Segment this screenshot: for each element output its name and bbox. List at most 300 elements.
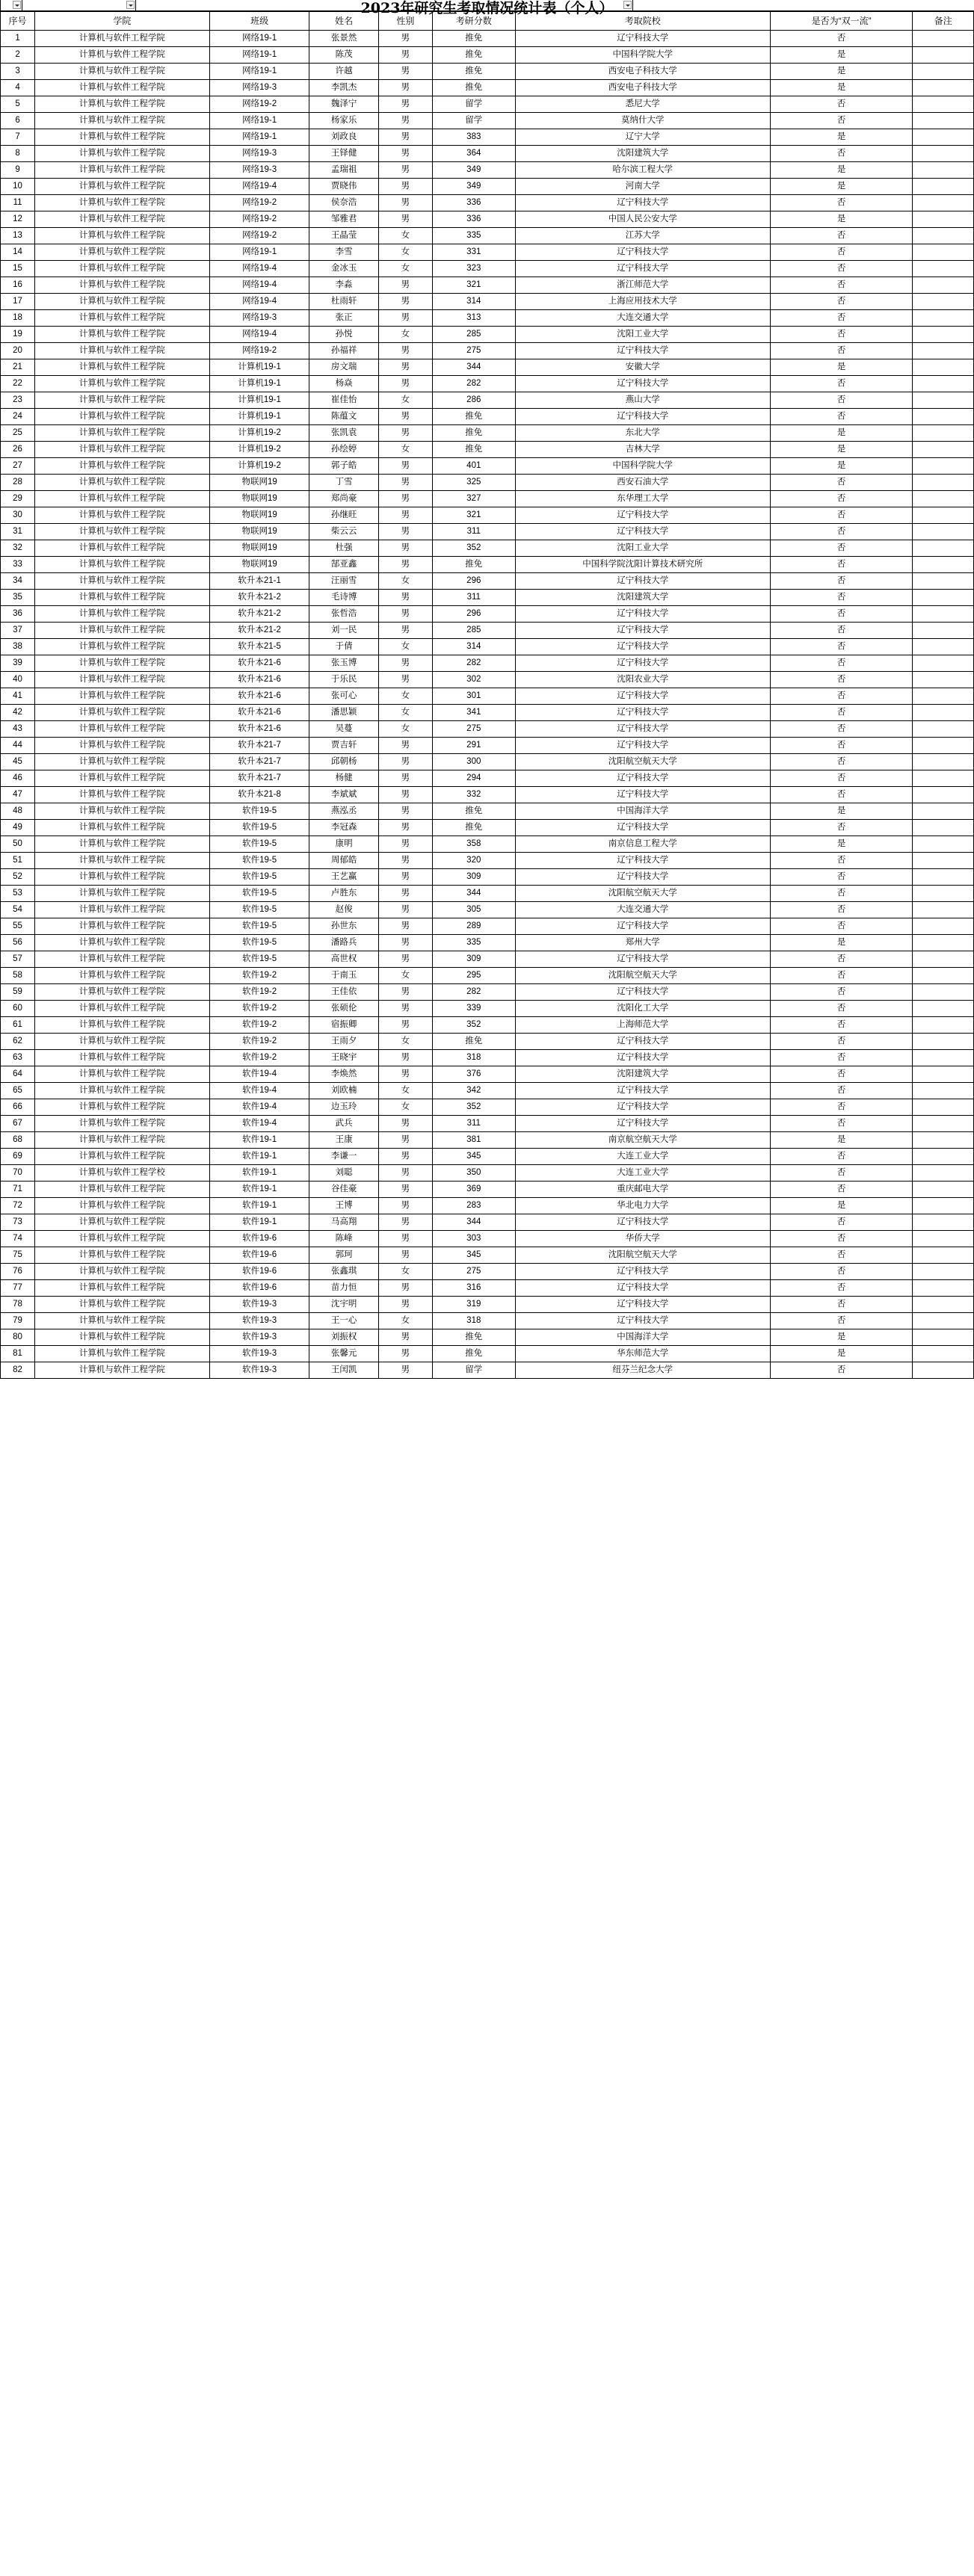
cell-class: 软件19-3 [209, 1313, 309, 1329]
cell-gender: 女 [378, 968, 432, 984]
cell-remark [913, 1329, 974, 1346]
cell-school: 华北电力大学 [515, 1198, 770, 1214]
table-row[interactable] [1, 820, 974, 836]
table-row[interactable] [1, 96, 974, 113]
cell-remark [913, 869, 974, 886]
table-row[interactable] [1, 1231, 974, 1247]
cell-index: 74 [1, 1231, 35, 1247]
cell-score: 推免 [432, 1346, 515, 1362]
cell-school: 东北大学 [515, 425, 770, 442]
cell-remark [913, 442, 974, 458]
cell-double-first-class: 否 [770, 524, 913, 540]
table-row[interactable] [1, 869, 974, 886]
cell-gender: 男 [378, 1001, 432, 1017]
cell-score: 推免 [432, 47, 515, 64]
table-row[interactable] [1, 64, 974, 80]
table-row[interactable] [1, 623, 974, 639]
cell-name: 于乐民 [309, 672, 378, 688]
cell-double-first-class: 否 [770, 787, 913, 803]
cell-name: 邹雅君 [309, 211, 378, 228]
chevron-down-icon[interactable] [126, 1, 135, 9]
table-row[interactable] [1, 1346, 974, 1362]
cell-remark [913, 359, 974, 376]
chevron-down-icon[interactable] [13, 1, 21, 9]
cell-score: 推免 [432, 31, 515, 47]
cell-remark [913, 1132, 974, 1149]
cell-index: 81 [1, 1346, 35, 1362]
cell-index: 41 [1, 688, 35, 705]
table-row[interactable] [1, 606, 974, 623]
cell-score: 321 [432, 507, 515, 524]
cell-school: 辽宁大学 [515, 129, 770, 146]
cell-college: 计算机与软件工程学院 [35, 902, 210, 918]
cell-remark [913, 1116, 974, 1132]
cell-class: 物联网19 [209, 475, 309, 491]
table-row[interactable] [1, 1001, 974, 1017]
cell-college: 计算机与软件工程学院 [35, 1099, 210, 1116]
cell-gender: 男 [378, 376, 432, 392]
cell-name: 毛诗博 [309, 590, 378, 606]
table-row[interactable] [1, 1297, 974, 1313]
cell-class: 网络19-3 [209, 310, 309, 327]
cell-double-first-class: 否 [770, 244, 913, 261]
table-row[interactable] [1, 590, 974, 606]
column-header-remark: 备注 [913, 12, 974, 31]
cell-remark [913, 80, 974, 96]
cell-score: 296 [432, 606, 515, 623]
cell-index: 48 [1, 803, 35, 820]
cell-remark [913, 162, 974, 179]
cell-remark [913, 113, 974, 129]
cell-school: 大连工业大学 [515, 1165, 770, 1182]
table-row[interactable] [1, 228, 974, 244]
cell-name: 王佳依 [309, 984, 378, 1001]
cell-score: 401 [432, 458, 515, 475]
table-row[interactable] [1, 179, 974, 195]
cell-double-first-class: 否 [770, 623, 913, 639]
cell-double-first-class: 否 [770, 113, 913, 129]
cell-score: 推免 [432, 425, 515, 442]
cell-class: 软件19-1 [209, 1182, 309, 1198]
cell-gender: 男 [378, 672, 432, 688]
cell-class: 软升本21-6 [209, 672, 309, 688]
table-row[interactable] [1, 507, 974, 524]
cell-name: 王博 [309, 1198, 378, 1214]
table-row[interactable] [1, 146, 974, 162]
cell-school: 河南大学 [515, 179, 770, 195]
cell-name: 郑尚豪 [309, 491, 378, 507]
cell-index: 8 [1, 146, 35, 162]
cell-index: 38 [1, 639, 35, 655]
cell-remark [913, 721, 974, 738]
table-row[interactable] [1, 836, 974, 853]
cell-school: 辽宁科技大学 [515, 606, 770, 623]
table-row[interactable] [1, 261, 974, 277]
admission-table [0, 11, 974, 1379]
table-row[interactable] [1, 639, 974, 655]
table-row[interactable] [1, 1198, 974, 1214]
cell-school: 辽宁科技大学 [515, 853, 770, 869]
table-row[interactable] [1, 1116, 974, 1132]
cell-name: 孙福祥 [309, 343, 378, 359]
table-row[interactable] [1, 442, 974, 458]
cell-school: 辽宁科技大学 [515, 1280, 770, 1297]
cell-name: 王雨夕 [309, 1034, 378, 1050]
table-row[interactable] [1, 1149, 974, 1165]
cell-name: 郜亚鑫 [309, 557, 378, 573]
cell-gender: 男 [378, 64, 432, 80]
table-row[interactable] [1, 277, 974, 294]
cell-score: 350 [432, 1165, 515, 1182]
cell-college: 计算机与软件工程学院 [35, 820, 210, 836]
filter-bar [0, 0, 974, 11]
cell-double-first-class: 是 [770, 162, 913, 179]
cell-college: 计算机与软件工程学院 [35, 886, 210, 902]
table-row[interactable] [1, 886, 974, 902]
cell-gender: 女 [378, 688, 432, 705]
cell-remark [913, 787, 974, 803]
table-row[interactable] [1, 475, 974, 491]
cell-remark [913, 738, 974, 754]
cell-school: 辽宁科技大学 [515, 244, 770, 261]
cell-index: 80 [1, 1329, 35, 1346]
table-row[interactable] [1, 672, 974, 688]
cell-score: 推免 [432, 409, 515, 425]
cell-name: 张硕伦 [309, 1001, 378, 1017]
table-row[interactable] [1, 113, 974, 129]
cell-remark [913, 573, 974, 590]
table-row[interactable] [1, 129, 974, 146]
cell-school: 沈阳化工大学 [515, 1001, 770, 1017]
cell-remark [913, 491, 974, 507]
cell-index: 18 [1, 310, 35, 327]
table-row[interactable] [1, 359, 974, 376]
cell-name: 丁雪 [309, 475, 378, 491]
table-row[interactable] [1, 425, 974, 442]
cell-double-first-class: 是 [770, 935, 913, 951]
table-row[interactable] [1, 918, 974, 935]
cell-name: 孙绘婷 [309, 442, 378, 458]
cell-double-first-class: 是 [770, 458, 913, 475]
table-row[interactable] [1, 1313, 974, 1329]
cell-score: 383 [432, 129, 515, 146]
cell-gender: 女 [378, 392, 432, 409]
cell-college: 计算机与软件工程学院 [35, 1362, 210, 1379]
cell-double-first-class: 否 [770, 902, 913, 918]
cell-class: 软件19-5 [209, 836, 309, 853]
table-row[interactable] [1, 458, 974, 475]
cell-college: 计算机与软件工程学院 [35, 458, 210, 475]
table-row[interactable] [1, 968, 974, 984]
cell-class: 计算机19-1 [209, 376, 309, 392]
cell-score: 推免 [432, 64, 515, 80]
cell-remark [913, 968, 974, 984]
filter-cell-1[interactable] [22, 0, 136, 10]
cell-index: 49 [1, 820, 35, 836]
table-row[interactable] [1, 376, 974, 392]
cell-class: 软升本21-1 [209, 573, 309, 590]
cell-gender: 女 [378, 705, 432, 721]
cell-double-first-class: 否 [770, 96, 913, 113]
cell-school: 沈阳工业大学 [515, 327, 770, 343]
cell-gender: 女 [378, 1313, 432, 1329]
cell-gender: 男 [378, 606, 432, 623]
cell-school: 燕山大学 [515, 392, 770, 409]
table-row[interactable] [1, 524, 974, 540]
table-row[interactable] [1, 162, 974, 179]
cell-name: 马高翔 [309, 1214, 378, 1231]
table-row[interactable] [1, 1264, 974, 1280]
table-row[interactable] [1, 409, 974, 425]
cell-double-first-class: 是 [770, 1198, 913, 1214]
cell-name: 李焕然 [309, 1066, 378, 1083]
cell-score: 318 [432, 1313, 515, 1329]
table-row[interactable] [1, 770, 974, 787]
cell-index: 65 [1, 1083, 35, 1099]
cell-remark [913, 1280, 974, 1297]
cell-college: 计算机与软件工程学院 [35, 146, 210, 162]
cell-remark [913, 96, 974, 113]
cell-index: 2 [1, 47, 35, 64]
table-row[interactable] [1, 853, 974, 869]
cell-class: 网络19-2 [209, 195, 309, 211]
table-row[interactable] [1, 1017, 974, 1034]
cell-gender: 女 [378, 244, 432, 261]
table-row[interactable] [1, 705, 974, 721]
table-row[interactable] [1, 935, 974, 951]
cell-college: 计算机与软件工程学院 [35, 836, 210, 853]
cell-class: 软升本21-6 [209, 705, 309, 721]
table-row[interactable] [1, 1182, 974, 1198]
table-row[interactable] [1, 1132, 974, 1149]
table-row[interactable] [1, 787, 974, 803]
table-row[interactable] [1, 294, 974, 310]
cell-index: 76 [1, 1264, 35, 1280]
cell-score: 345 [432, 1247, 515, 1264]
table-row[interactable] [1, 721, 974, 738]
cell-name: 康明 [309, 836, 378, 853]
cell-name: 张凯袁 [309, 425, 378, 442]
cell-name: 魏泽宁 [309, 96, 378, 113]
cell-score: 358 [432, 836, 515, 853]
table-row[interactable] [1, 738, 974, 754]
cell-college: 计算机与软件工程学院 [35, 392, 210, 409]
cell-remark [913, 655, 974, 672]
cell-name: 许越 [309, 64, 378, 80]
cell-college: 计算机与软件工程学院 [35, 672, 210, 688]
cell-index: 68 [1, 1132, 35, 1149]
cell-class: 软升本21-6 [209, 721, 309, 738]
cell-score: 369 [432, 1182, 515, 1198]
table-row[interactable] [1, 1165, 974, 1182]
cell-remark [913, 1050, 974, 1066]
table-row[interactable] [1, 244, 974, 261]
cell-class: 网络19-1 [209, 64, 309, 80]
table-row[interactable] [1, 327, 974, 343]
column-header-doubletop: 是否为“双一流” [770, 12, 913, 31]
table-row[interactable] [1, 392, 974, 409]
cell-remark [913, 310, 974, 327]
table-row[interactable] [1, 655, 974, 672]
cell-school: 辽宁科技大学 [515, 1050, 770, 1066]
cell-index: 44 [1, 738, 35, 754]
cell-index: 21 [1, 359, 35, 376]
cell-class: 软件19-4 [209, 1083, 309, 1099]
table-row[interactable] [1, 47, 974, 64]
cell-name: 陈峰 [309, 1231, 378, 1247]
cell-name: 邱朝杨 [309, 754, 378, 770]
cell-double-first-class: 是 [770, 47, 913, 64]
cell-double-first-class: 否 [770, 1264, 913, 1280]
table-row[interactable] [1, 1329, 974, 1346]
cell-gender: 男 [378, 524, 432, 540]
table-row[interactable] [1, 343, 974, 359]
cell-double-first-class: 是 [770, 442, 913, 458]
cell-remark [913, 886, 974, 902]
cell-name: 杜强 [309, 540, 378, 557]
cell-name: 李凯杰 [309, 80, 378, 96]
table-row[interactable] [1, 688, 974, 705]
table-row[interactable] [1, 1050, 974, 1066]
table-row[interactable] [1, 557, 974, 573]
table-row[interactable] [1, 310, 974, 327]
cell-index: 47 [1, 787, 35, 803]
cell-double-first-class: 否 [770, 1214, 913, 1231]
cell-school: 大连交通大学 [515, 310, 770, 327]
table-row[interactable] [1, 540, 974, 557]
cell-double-first-class: 否 [770, 376, 913, 392]
filter-cell-2[interactable] [136, 0, 633, 10]
cell-index: 73 [1, 1214, 35, 1231]
cell-index: 58 [1, 968, 35, 984]
cell-index: 66 [1, 1099, 35, 1116]
cell-college: 计算机与软件工程学院 [35, 524, 210, 540]
chevron-down-icon[interactable] [623, 1, 632, 9]
cell-class: 软件19-5 [209, 902, 309, 918]
cell-school: 中国科学院沈阳计算技术研究所 [515, 557, 770, 573]
cell-gender: 男 [378, 1362, 432, 1379]
table-row[interactable] [1, 754, 974, 770]
cell-class: 网络19-1 [209, 129, 309, 146]
cell-double-first-class: 否 [770, 1116, 913, 1132]
cell-college: 计算机与软件工程学院 [35, 47, 210, 64]
cell-name: 孙悦 [309, 327, 378, 343]
cell-score: 313 [432, 310, 515, 327]
table-row[interactable] [1, 195, 974, 211]
cell-score: 336 [432, 211, 515, 228]
cell-class: 软件19-5 [209, 820, 309, 836]
cell-remark [913, 853, 974, 869]
cell-school: 沈阳航空航天大学 [515, 886, 770, 902]
cell-school: 安徽大学 [515, 359, 770, 376]
cell-score: 341 [432, 705, 515, 721]
cell-school: 南京航空航天大学 [515, 1132, 770, 1149]
cell-gender: 男 [378, 820, 432, 836]
table-row[interactable] [1, 902, 974, 918]
cell-index: 16 [1, 277, 35, 294]
cell-name: 赵俊 [309, 902, 378, 918]
cell-school: 沈阳航空航天大学 [515, 1247, 770, 1264]
cell-name: 张玉博 [309, 655, 378, 672]
cell-gender: 女 [378, 721, 432, 738]
table-row[interactable] [1, 951, 974, 968]
cell-school: 上海应用技术大学 [515, 294, 770, 310]
cell-gender: 男 [378, 277, 432, 294]
cell-school: 辽宁科技大学 [515, 738, 770, 754]
cell-school: 辽宁科技大学 [515, 1099, 770, 1116]
table-row[interactable] [1, 1247, 974, 1264]
cell-gender: 男 [378, 1116, 432, 1132]
table-row[interactable] [1, 211, 974, 228]
cell-name: 金冰玉 [309, 261, 378, 277]
cell-school: 中国科学院大学 [515, 458, 770, 475]
cell-gender: 男 [378, 1231, 432, 1247]
table-row[interactable] [1, 1066, 974, 1083]
cell-name: 孙继旺 [309, 507, 378, 524]
cell-school: 吉林大学 [515, 442, 770, 458]
cell-remark [913, 935, 974, 951]
cell-college: 计算机与软件工程学院 [35, 179, 210, 195]
filter-cell-0[interactable] [0, 0, 22, 10]
cell-school: 浙江师范大学 [515, 277, 770, 294]
cell-index: 64 [1, 1066, 35, 1083]
cell-gender: 女 [378, 327, 432, 343]
cell-score: 275 [432, 343, 515, 359]
cell-name: 郭珂 [309, 1247, 378, 1264]
table-row[interactable] [1, 1083, 974, 1099]
cell-remark [913, 540, 974, 557]
cell-class: 软件19-1 [209, 1198, 309, 1214]
cell-score: 283 [432, 1198, 515, 1214]
cell-college: 计算机与软件工程学院 [35, 853, 210, 869]
cell-gender: 男 [378, 294, 432, 310]
cell-college: 计算机与软件工程学院 [35, 573, 210, 590]
cell-double-first-class: 是 [770, 803, 913, 820]
table-row[interactable] [1, 1362, 974, 1379]
cell-class: 物联网19 [209, 557, 309, 573]
cell-remark [913, 1066, 974, 1083]
cell-index: 55 [1, 918, 35, 935]
cell-school: 辽宁科技大学 [515, 787, 770, 803]
table-row[interactable] [1, 491, 974, 507]
table-row[interactable] [1, 80, 974, 96]
cell-double-first-class: 否 [770, 195, 913, 211]
table-row[interactable] [1, 31, 974, 47]
cell-double-first-class: 否 [770, 1247, 913, 1264]
cell-class: 物联网19 [209, 524, 309, 540]
cell-score: 285 [432, 623, 515, 639]
table-row[interactable] [1, 1034, 974, 1050]
cell-college: 计算机与软件工程学院 [35, 1214, 210, 1231]
table-row[interactable] [1, 803, 974, 820]
cell-name: 张可心 [309, 688, 378, 705]
cell-class: 软件19-1 [209, 1149, 309, 1165]
cell-score: 推免 [432, 803, 515, 820]
cell-index: 3 [1, 64, 35, 80]
cell-class: 计算机19-1 [209, 392, 309, 409]
cell-school: 南京信息工程大学 [515, 836, 770, 853]
table-row[interactable] [1, 984, 974, 1001]
table-row[interactable] [1, 1280, 974, 1297]
table-row[interactable] [1, 1214, 974, 1231]
cell-school: 辽宁科技大学 [515, 1214, 770, 1231]
table-row[interactable] [1, 573, 974, 590]
cell-class: 网络19-2 [209, 343, 309, 359]
table-row[interactable] [1, 1099, 974, 1116]
cell-class: 软件19-6 [209, 1280, 309, 1297]
cell-college: 计算机与软件工程学院 [35, 113, 210, 129]
cell-college: 计算机与软件工程学院 [35, 228, 210, 244]
